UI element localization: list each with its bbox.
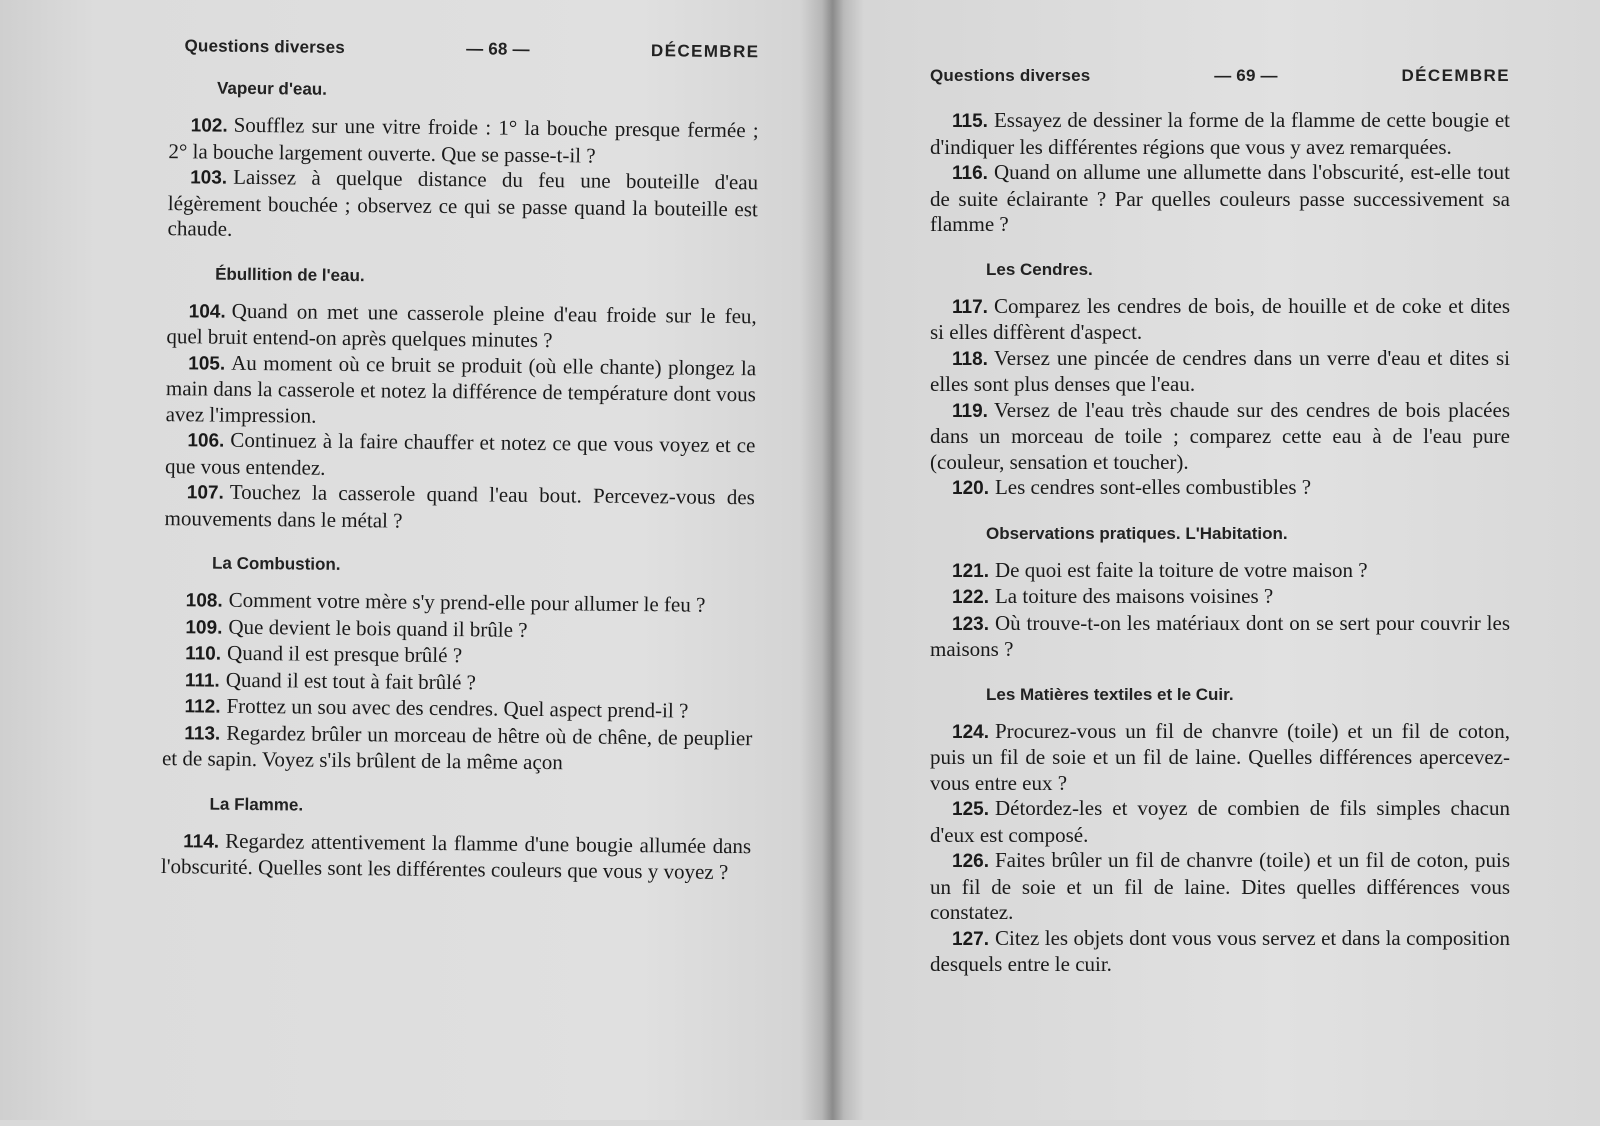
- question-item: 109. Que devient le bois quand il brûle ?: [185, 614, 528, 642]
- right-header-month: DÉCEMBRE: [1401, 66, 1510, 85]
- question-item: 127. Citez les objets dont vous vous servez et dans la composition desquels entre le cuir.: [930, 925, 1510, 976]
- question-item: 104. Quand on met une casserole pleine d'eau froide sur le feu, quel bruit entend-on après quelques minutes ?: [166, 298, 757, 353]
- question-item: 105. Au moment où ce bruit se produit (où elle chante) plongez la main dans la casserole et notez la différence de température dont vous avez l'impression.: [165, 350, 757, 428]
- question-item: 123. Où trouve-t-on les matériaux dont on se sert pour couvrir les maisons ?: [930, 610, 1510, 661]
- question-item: 113. Regardez brûler un morceau de hêtre où de chêne, de peuplier et de sapin. Voyez s'ils brûlent de la même açon: [161, 720, 753, 775]
- intro-questions: [930, 108, 1510, 238]
- section-title: La Flamme.: [209, 794, 304, 815]
- question-item: 118. Versez une pincée de cendres dans un verre d'eau et dites si elles sont plus denses que l'eau.: [930, 345, 1510, 396]
- question-item: 126. Faites brûler un fil de chanvre (toile) et un fil de coton, puis un fil de soie et un fil de laine. Dites quelles différences vous constatez.: [930, 848, 1510, 924]
- section-flamme: [151, 793, 752, 885]
- question-item: 102. Soufflez sur une vitre froide : 1° la bouche presque fermée ; 2° la bouche largement ouverte. Que se passe-t-il ?: [168, 112, 759, 168]
- question-item: 124. Procurez-vous un fil de chanvre (toile) et un fil de coton, puis un fil de soie et un fil de laine. Quelles différences apercevez-vous entre eux ?: [930, 718, 1510, 795]
- left-running-head: [159, 36, 759, 62]
- section-title: La Combustion.: [212, 553, 341, 574]
- question-item: 110. Quand il est presque brûlé ?: [185, 640, 463, 668]
- right-running-head: [930, 66, 1510, 86]
- question-item: 115. Essayez de dessiner la forme de la flamme de cette bougie et d'indiquer les différentes régions que vous y avez remarquées.: [930, 108, 1510, 159]
- section-habitation: [930, 524, 1510, 663]
- question-item: 111. Quand il est tout à fait brûlé ?: [184, 667, 477, 694]
- section-title: Les Matières textiles et le Cuir.: [986, 684, 1234, 704]
- section-ebullition: [154, 263, 757, 537]
- question-item: 117. Comparez les cendres de bois, de houille et de coke et dites si elles diffèrent d'aspect.: [930, 293, 1510, 344]
- question-item: 107. Touchez la casserole quand l'eau bout. Percevez-vous des mouvements dans le métal ?: [164, 479, 755, 533]
- right-header-subject: Questions diverses: [930, 66, 1091, 85]
- question-item: 121. De quoi est faite la toiture de votre maison ?: [952, 557, 1368, 582]
- left-header-month: DÉCEMBRE: [650, 41, 760, 62]
- section-title: Vapeur d'eau.: [216, 78, 328, 99]
- question-item: 114. Regardez attentivement la flamme d'une bougie allumée dans l'obscurité. Quelles sont les différentes couleurs que vous y voyez ?: [160, 828, 752, 884]
- question-item: 103. Laissez à quelque distance du feu une bouteille d'eau légèrement bouchée ; observez ce qui se passe quand la bouteille est chaude.: [167, 164, 759, 241]
- question-item: 116. Quand on allume une allumette dans l'obscurité, est-elle tout de suite éclairante ? Par quelles couleurs passe successivement sa flamme ?: [930, 160, 1510, 236]
- question-item: 125. Détordez-les et voyez de combien de fils simples chacun d'eux est composé.: [930, 796, 1510, 847]
- section-title: Ébullition de l'eau.: [215, 264, 365, 285]
- section-cendres: [930, 260, 1510, 502]
- question-item: 106. Continuez à la faire chauffer et notez ce que vous voyez et ce que vous entendez.: [164, 427, 756, 480]
- right-page-number: — 69 —: [1214, 66, 1278, 85]
- left-page: [148, 0, 760, 1126]
- question-item: 108. Comment votre mère s'y prend-elle pour allumer le feu ?: [185, 587, 706, 617]
- question-item: 112. Frottez un sou avec des cendres. Quel aspect prend-il ?: [184, 693, 689, 723]
- question-item: 119. Versez de l'eau très chaude sur des cendres de bois placées dans un morceau de toile ; comparez cette eau à de l'eau pure (couleur, sensation et toucher).: [930, 397, 1510, 474]
- section-combustion: [152, 553, 754, 778]
- right-page: [930, 0, 1510, 1120]
- question-item: 122. La toiture des maisons voisines ?: [952, 584, 1274, 608]
- left-page-number: — 68 —: [466, 39, 530, 59]
- section-title: Les Cendres.: [986, 259, 1093, 279]
- question-item: 120. Les cendres sont-elles combustibles ?: [952, 475, 1312, 499]
- section-title: Observations pratiques. L'Habitation.: [986, 523, 1288, 543]
- book-gutter: [822, 0, 844, 1120]
- section-vapeur: [157, 78, 759, 248]
- left-header-subject: Questions diverses: [184, 36, 346, 57]
- section-textiles: [930, 685, 1510, 978]
